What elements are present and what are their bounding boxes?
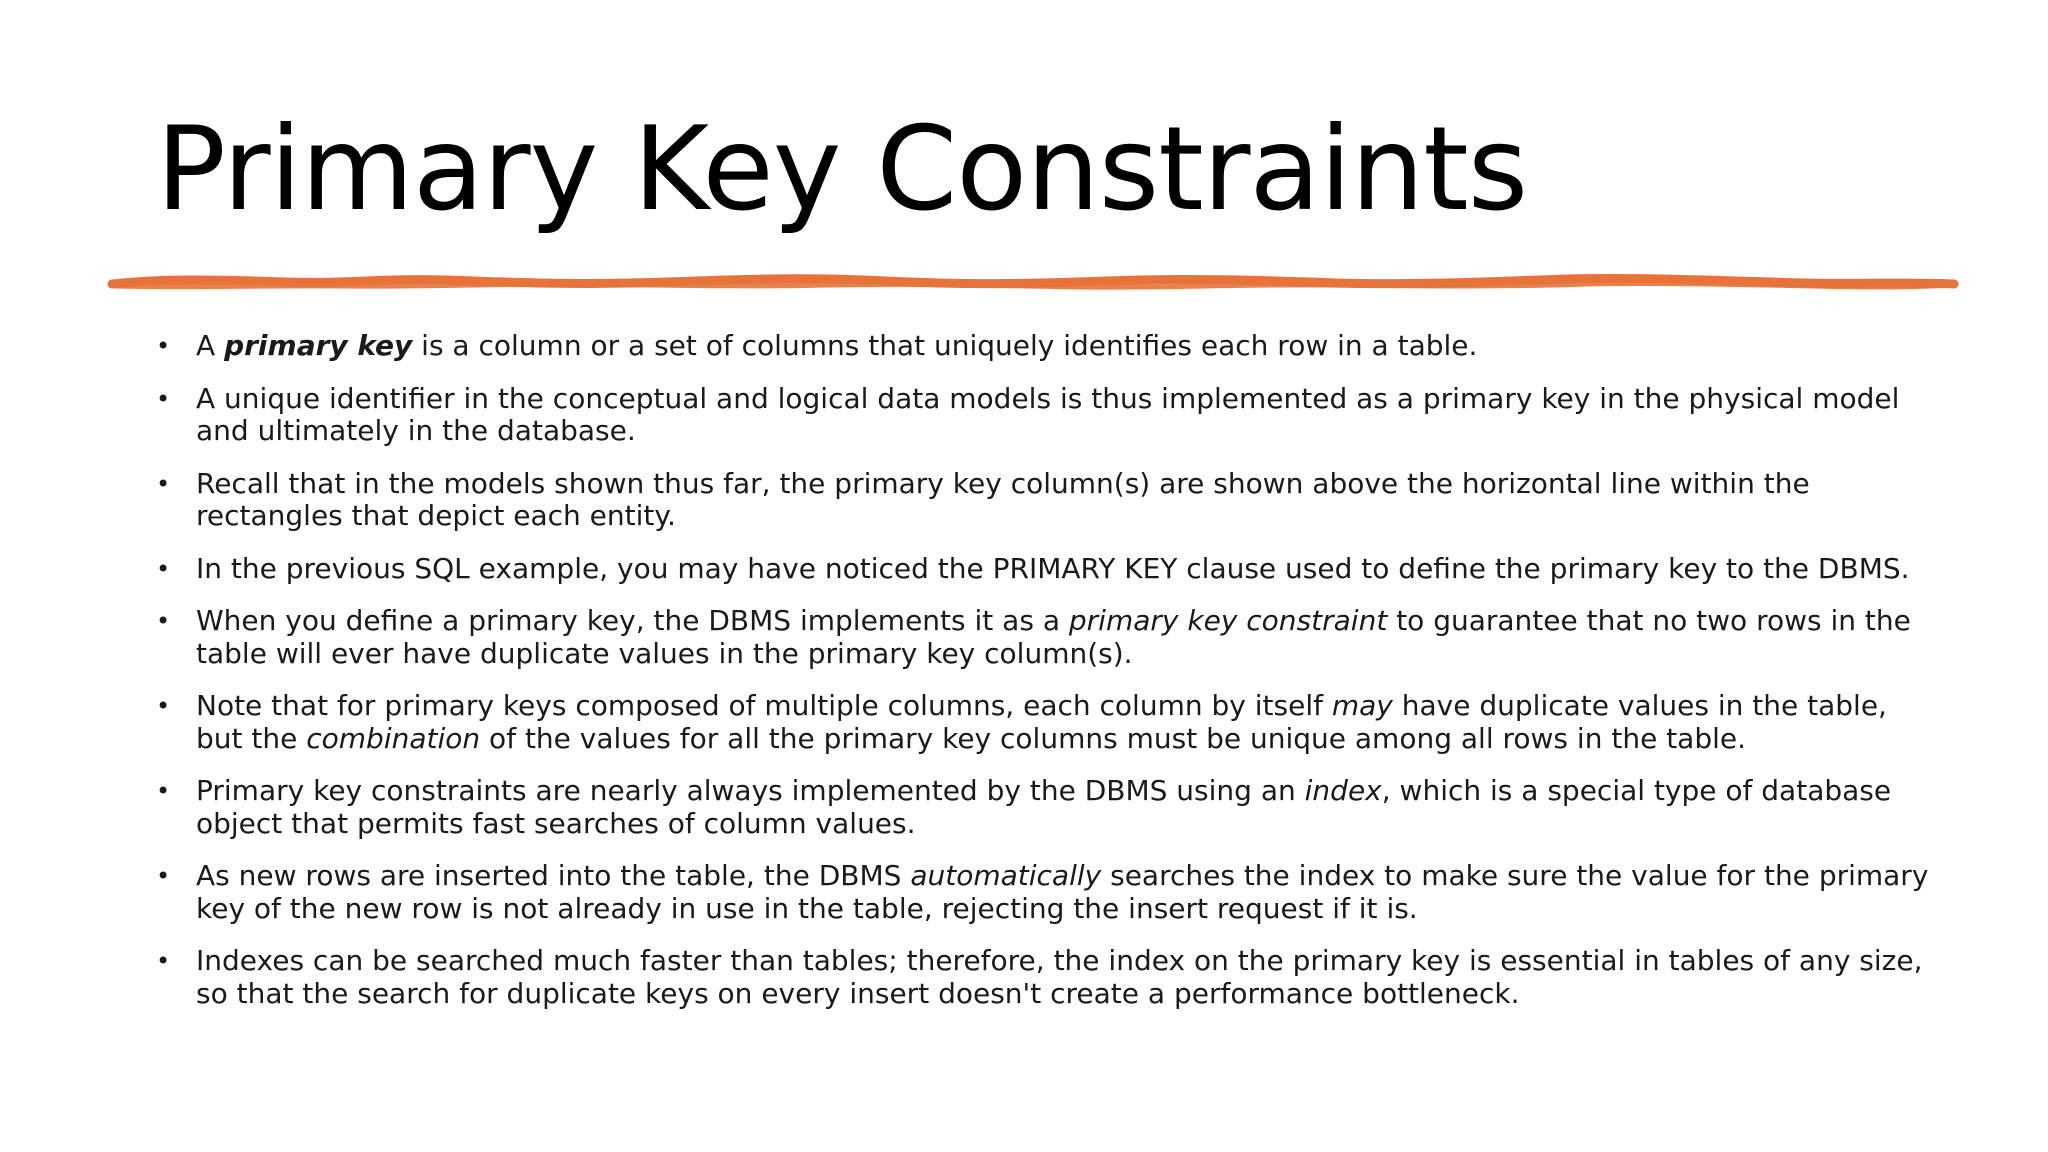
bullet-dot-icon: • <box>156 469 171 498</box>
bullet-text: A unique identifier in the conceptual and logical data models is thus implemented as a primary key in the physical model and ultimately in the database. <box>196 381 1900 447</box>
bullet-text: primary key <box>224 329 413 362</box>
bullet-text: may <box>1331 689 1393 722</box>
bullet-text: automatically <box>910 859 1102 892</box>
bullet-item <box>150 553 1930 586</box>
bullet-text: searches the index to make sure the value for the primary key of the new row is not already in use in the table, rejecting the insert request if it is. <box>196 859 1929 925</box>
bullet-text: Recall that in the models shown thus far, the primary key column(s) are shown above the horizontal line within the rectangles that depict each entity. <box>196 466 1810 532</box>
bullet-item <box>150 775 1930 840</box>
bullet-text: Primary key constraints are nearly always implemented by the DBMS using an <box>196 774 1305 807</box>
bullet-text: index <box>1304 774 1382 807</box>
bullet-item <box>150 468 1930 533</box>
bullet-dot-icon: • <box>156 332 171 360</box>
bullet-item <box>150 690 1930 755</box>
bullet-dot-icon: • <box>156 554 171 583</box>
bullet-dot-icon: • <box>156 947 171 975</box>
bullet-text: As new rows are inserted into the table, the DBMS <box>196 859 911 892</box>
bullet-text: , which is a special type of database object that permits fast searches of column values. <box>196 774 1892 840</box>
bullet-text: is a column or a set of columns that uniquely identifies each row in a table. <box>412 329 1478 362</box>
bullet-text: have duplicate values in the table, but the <box>196 689 1887 755</box>
bullet-item <box>150 860 1930 925</box>
bullet-dot-icon: • <box>156 384 171 413</box>
bullet-text: combination <box>306 721 481 755</box>
slide-title: Primary Key Constraints <box>156 102 1528 237</box>
bullet-list <box>150 330 1930 1030</box>
bullet-text: Indexes can be searched much faster than tables; therefore, the index on the primary key is essential in tables of any size, so that the search for duplicate keys on every insert doesn't create a performance bottleneck. <box>196 944 1923 1010</box>
bullet-text: In the previous SQL example, you may have noticed the PRIMARY KEY clause used to define the primary key to the DBMS. <box>196 551 1910 585</box>
title-underline <box>106 268 1960 300</box>
bullet-text: primary key constraint <box>1068 604 1388 637</box>
bullet-dot-icon: • <box>156 777 171 805</box>
bullet-text: A <box>196 329 225 362</box>
bullet-item <box>150 945 1930 1010</box>
bullet-dot-icon: • <box>156 862 171 890</box>
bullet-text: to guarantee that no two rows in the table will ever have duplicate values in the primary key column(s). <box>196 604 1911 670</box>
bullet-text: When you define a primary key, the DBMS implements it as a <box>196 604 1069 637</box>
bullet-item <box>150 605 1930 670</box>
bullet-text: of the values for all the primary key columns must be unique among all rows in the table. <box>480 721 1747 755</box>
bullet-dot-icon: • <box>156 607 171 635</box>
bullet-text: Note that for primary keys composed of multiple columns, each column by itself <box>196 689 1332 722</box>
bullet-item <box>150 330 1930 363</box>
bullet-item <box>150 383 1930 448</box>
bullet-dot-icon: • <box>156 692 171 720</box>
